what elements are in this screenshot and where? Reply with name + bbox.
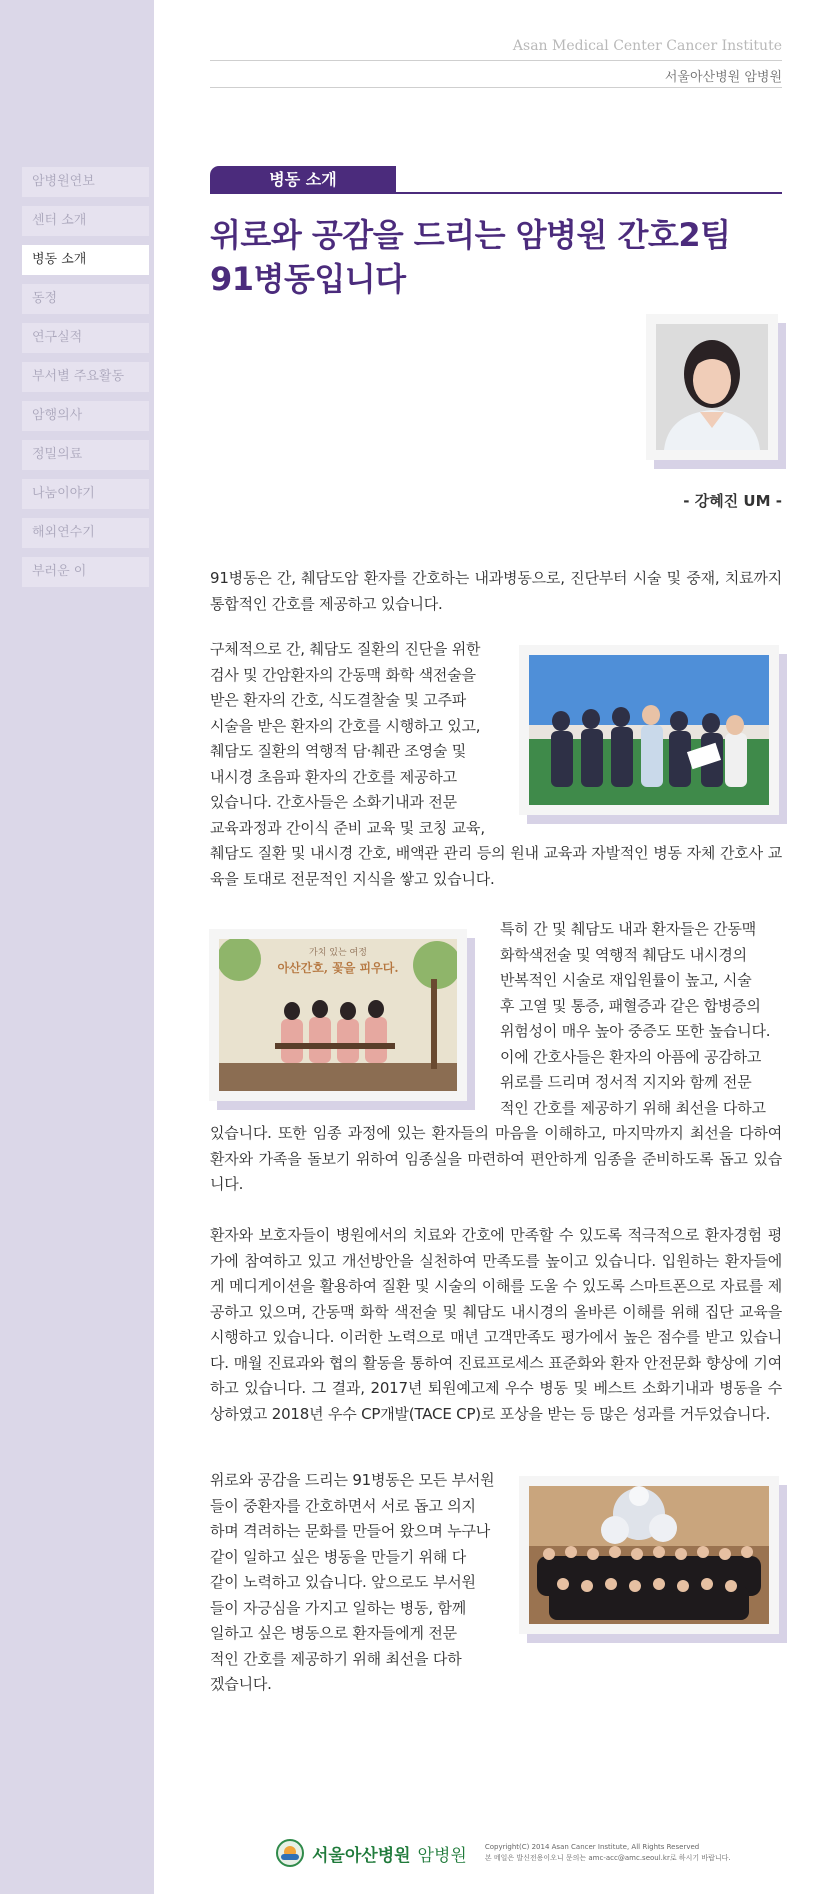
sidebar-item-envy[interactable]: 부러운 이 bbox=[22, 557, 149, 587]
text-line: 일하고 싶은 병동으로 환자들에게 전문 bbox=[210, 1624, 457, 1642]
text-line: 같이 일하고 싶은 병동을 만들기 위해 다 bbox=[210, 1547, 467, 1566]
text-line: 들이 자긍심을 가지고 일하는 병동, 함께 bbox=[210, 1598, 467, 1617]
text-line: 췌담도 질환의 역행적 담·췌관 조영술 및 bbox=[210, 742, 467, 760]
text-line: 적인 간호를 제공하기 위해 최선을 다하 bbox=[210, 1649, 462, 1668]
text-line: 위험성이 매우 높아 중증도 또한 높습니다. bbox=[500, 1022, 771, 1040]
sidebar-item-center-intro[interactable]: 센터 소개 bbox=[22, 206, 149, 236]
group-indoor-image bbox=[529, 1486, 769, 1624]
text-line: 겠습니다. bbox=[210, 1675, 272, 1693]
text-line: 같이 노력하고 있습니다. 앞으로도 부서원 bbox=[210, 1573, 476, 1591]
sidebar-item-sharing-story[interactable]: 나눔이야기 bbox=[22, 479, 149, 509]
text-line: 후 고열 및 통증, 패혈증과 같은 합병증의 bbox=[500, 996, 761, 1015]
text-line: 이에 간호사들은 환자의 아픔에 공감하고 bbox=[500, 1047, 762, 1066]
footer-logo-sub: 암병원 bbox=[417, 1845, 467, 1866]
hospital-logo-icon bbox=[276, 1839, 304, 1867]
text-line: 위로와 공감을 드리는 91병동은 모든 부서원 bbox=[210, 1471, 495, 1489]
photo-sign-line: 아산간호, 꽃을 피우다. bbox=[277, 961, 399, 975]
header-divider bbox=[210, 60, 782, 61]
text-line: 하며 격려하는 문화를 만들어 왔으며 누구나 bbox=[210, 1522, 491, 1540]
portrait-photo bbox=[646, 314, 778, 460]
section-tab: 병동 소개 bbox=[210, 166, 396, 193]
header-institute-ko: 서울아산병원 암병원 bbox=[664, 70, 782, 85]
article-paragraph bbox=[210, 1468, 500, 1698]
sidebar-item-news[interactable]: 동정 bbox=[22, 284, 149, 314]
photo-sign-line: 가치 있는 여정 bbox=[309, 948, 367, 958]
article-paragraph: 있습니다. 또한 임종 과정에 있는 환자들의 마음을 이해하고, 마지막까지 최선을 다하여 환자와 가족을 돌보기 위하여 임종실을 마련하여 편안하게 임종을 준비하도록 돕고 있습니다. bbox=[210, 1124, 782, 1193]
sidebar-nav bbox=[22, 167, 149, 596]
page-title-line: 위로와 공감을 드리는 암병원 간호2팀 bbox=[210, 216, 731, 254]
text-line: 반복적인 시술로 재입원률이 높고, 시술 bbox=[500, 971, 752, 989]
section-divider bbox=[210, 192, 782, 194]
text-line: 받은 환자의 간호, 식도결찰술 및 고주파 bbox=[210, 691, 467, 709]
portrait-caption: - 강혜진 UM - bbox=[683, 492, 782, 510]
sidebar-item-secret-doctor[interactable]: 암행의사 bbox=[22, 401, 149, 431]
text-line: 위로를 드리며 정서적 지지와 함께 전문 bbox=[500, 1073, 752, 1091]
copyright-line: Copyright(C) 2014 Asan Cancer Institute, All Rights Reserved bbox=[484, 1843, 700, 1851]
footer-copyright bbox=[485, 1842, 731, 1864]
copyright-line: 본 메일은 발신전용이오니 문의는 amc-acc@amc.seoul.kr로 하시기 바랍니다. bbox=[484, 1854, 731, 1862]
sidebar-item-overseas-training[interactable]: 해외연수기 bbox=[22, 518, 149, 548]
text-line: 화학색전술 및 역행적 췌담도 내시경의 bbox=[500, 945, 747, 964]
text-line: 내시경 초음파 환자의 간호를 제공하고 bbox=[210, 767, 457, 786]
text-line: 검사 및 간암환자의 간동맥 화학 색전술을 bbox=[210, 665, 476, 684]
group-outdoor-image bbox=[529, 655, 769, 805]
left-sidebar bbox=[0, 0, 154, 1894]
sidebar-item-annual-report[interactable]: 암병원연보 bbox=[22, 167, 149, 197]
text-line: 시술을 받은 환자의 간호를 시행하고 있고, bbox=[210, 716, 481, 735]
footer-logo-main: 서울아산병원 bbox=[312, 1845, 411, 1866]
sidebar-item-ward-intro[interactable]: 병동 소개 bbox=[22, 245, 149, 275]
header-divider bbox=[210, 87, 782, 88]
text-line: 들이 중환자를 간호하면서 서로 돕고 의지 bbox=[210, 1496, 476, 1515]
group-indoor-photo bbox=[519, 1476, 779, 1634]
text-line: 적인 간호를 제공하기 위해 최선을 다하고 bbox=[500, 1098, 766, 1117]
photo-sign bbox=[219, 947, 457, 976]
footer bbox=[276, 1838, 731, 1868]
text-line: 교육과정과 간이식 준비 교육 및 코칭 교육, bbox=[210, 818, 485, 837]
article-paragraph: 환자와 보호자들이 병원에서의 치료와 간호에 만족할 수 있도록 적극적으로 환자경험 평가에 참여하고 있고 개선방안을 실천하여 만족도를 높이고 있습니다. 입원하는 환자들에게 메디게이션을 활용하여 질환 및 시술의 이해를 도울 수 있도록 스마트폰으로 자료를 제공하고 있으며, 간동맥 화학 색전술 및 췌담도 내시경의 올바른 이해를 위해 집단 교육을 시행하고 있습니다. 이러한 노력으로 매년 고객만족도 평가에서 높은 점수를 받고 있습니다. 매월 진료과와 협의 활동을 통하여 진료프로세스 표준화와 환자 안전문화 향상에 기여하고 있습니다. 그 결과, 2017년 퇴원예고제 우수 병동 및 베스트 소화기내과 병동을 수상하였고 2018년 우수 CP개발(TACE CP)로 포상을 받는 등 많은 성과를 거두었습니다. bbox=[210, 1226, 782, 1423]
page-title-line: 91병동입니다 bbox=[210, 260, 406, 298]
article-paragraph: 췌담도 질환 및 내시경 간호, 배액관 관리 등의 원내 교육과 자발적인 병동 자체 간호사 교육을 토대로 전문적인 지식을 쌓고 있습니다. bbox=[210, 844, 782, 888]
sidebar-item-precision-medicine[interactable]: 정밀의료 bbox=[22, 440, 149, 470]
header-institute-en: Asan Medical Center Cancer Institute bbox=[512, 38, 782, 54]
article-paragraph bbox=[500, 917, 785, 1121]
sidebar-item-research[interactable]: 연구실적 bbox=[22, 323, 149, 353]
portrait-image bbox=[656, 324, 768, 450]
group-outdoor-photo bbox=[519, 645, 779, 815]
text-line: 특히 간 및 췌담도 내과 환자들은 간동맥 bbox=[500, 920, 757, 938]
text-line: 구체적으로 간, 췌담도 질환의 진단을 위한 bbox=[210, 640, 481, 658]
nurses-bench-photo bbox=[209, 929, 467, 1101]
sidebar-item-department-activities[interactable]: 부서별 주요활동 bbox=[22, 362, 149, 392]
article-paragraph bbox=[210, 637, 500, 841]
page-title bbox=[210, 213, 780, 301]
article-paragraph: 91병동은 간, 췌담도암 환자를 간호하는 내과병동으로, 진단부터 시술 및 중재, 치료까지 통합적인 간호를 제공하고 있습니다. bbox=[210, 569, 782, 613]
text-line: 있습니다. 간호사들은 소화기내과 전문 bbox=[210, 793, 457, 811]
